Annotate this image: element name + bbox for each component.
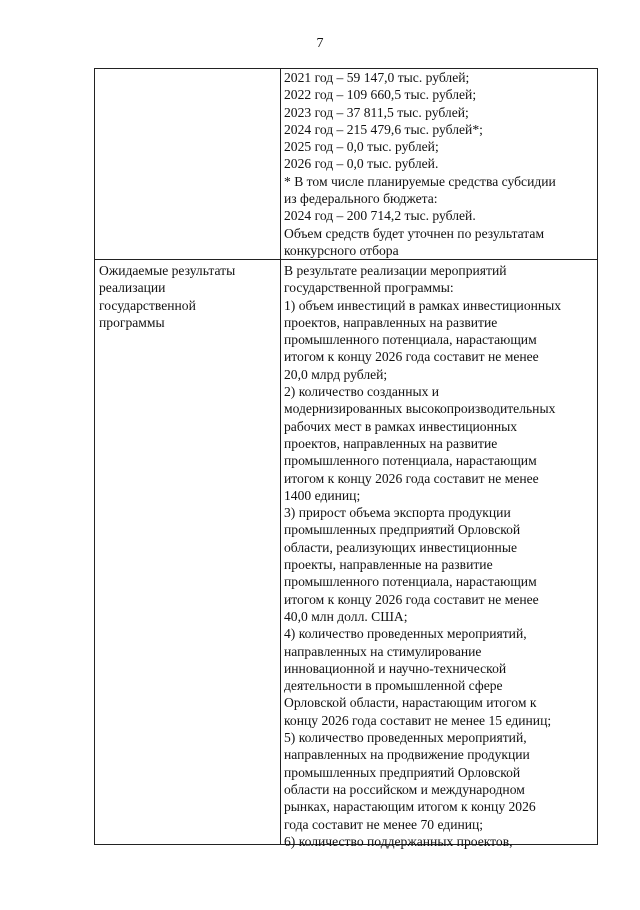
result-line: итогом к концу 2026 года составит не менее	[284, 470, 539, 486]
result-line: направленных на продвижение продукции	[284, 747, 530, 763]
funding-line: 2023 год – 37 811,5 тыс. рублей;	[284, 104, 469, 120]
result-line: концу 2026 года составит не менее 15 единиц;	[284, 712, 552, 728]
expected-results-label-cell	[99, 262, 235, 331]
passport-table	[94, 68, 598, 849]
result-line: Орловской области, нарастающим итогом к	[284, 695, 537, 711]
result-line: 5) количество проведенных мероприятий,	[284, 730, 527, 746]
result-line: 3) прирост объема экспорта продукции	[284, 505, 511, 521]
result-line: промышленного потенциала, нарастающим	[284, 332, 537, 348]
result-line: года составит не менее 70 единиц;	[284, 816, 484, 832]
funding-line: 2022 год – 109 660,5 тыс. рублей;	[284, 87, 477, 103]
result-line: промышленного потенциала, нарастающим	[284, 574, 537, 590]
footnote-line: из федерального бюджета:	[284, 191, 438, 207]
result-line: проектов, направленных на развитие	[284, 435, 498, 451]
funding-by-year-cell	[284, 69, 556, 259]
label-line: государственной	[99, 297, 196, 313]
footnote-line: конкурсного отбора	[284, 242, 399, 258]
label-line: Ожидаемые результаты	[99, 263, 236, 278]
result-line: модернизированных высокопроизводительных	[284, 401, 556, 417]
result-line: направленных на стимулирование	[284, 643, 482, 659]
result-line: итогом к концу 2026 года составит не менее	[284, 591, 539, 607]
result-line: итогом к концу 2026 года составит не менее	[284, 349, 539, 365]
result-line: деятельности в промышленной сфере	[284, 678, 503, 694]
result-line: 4) количество проведенных мероприятий,	[284, 626, 527, 642]
result-line: 1) объем инвестиций в рамках инвестиционных	[284, 297, 562, 313]
result-line: 20,0 млрд рублей;	[284, 366, 388, 382]
expected-results-text-cell	[284, 262, 561, 850]
result-line: В результате реализации мероприятий	[284, 263, 507, 278]
result-line: промышленных предприятий Орловской	[284, 522, 521, 538]
funding-line: 2026 год – 0,0 тыс. рублей.	[284, 156, 439, 172]
result-line: проекты, направленные на развитие	[284, 557, 493, 573]
column-divider	[280, 69, 281, 844]
result-line: 40,0 млн долл. США;	[284, 608, 408, 624]
page-number: 7	[316, 36, 324, 51]
footnote-line: * В том числе планируемые средства субсидии	[284, 173, 556, 189]
label-line: программы	[99, 314, 165, 330]
result-line: государственной программы:	[284, 280, 454, 296]
result-line: 1400 единиц;	[284, 487, 361, 503]
footnote-line: 2024 год – 200 714,2 тыс. рублей.	[284, 208, 476, 224]
result-line: рабочих мест в рамках инвестиционных	[284, 418, 518, 434]
footnote-line: Объем средств будет уточнен по результатам	[284, 225, 545, 241]
label-line: реализации	[99, 280, 166, 296]
result-line: рынках, нарастающим итогом к концу 2026	[284, 799, 536, 815]
result-line: 2) количество созданных и	[284, 384, 440, 400]
funding-line: 2021 год – 59 147,0 тыс. рублей;	[284, 70, 470, 85]
funding-line: 2025 год – 0,0 тыс. рублей;	[284, 139, 439, 155]
result-line: промышленных предприятий Орловской	[284, 764, 521, 780]
result-line: промышленного потенциала, нарастающим	[284, 453, 537, 469]
result-line: области, реализующих инвестиционные	[284, 539, 517, 555]
result-line: проектов, направленных на развитие	[284, 314, 498, 330]
result-line: области на российском и международном	[284, 781, 525, 797]
funding-line: 2024 год – 215 479,6 тыс. рублей*;	[284, 121, 483, 137]
result-line: 6) количество поддержанных проектов,	[284, 833, 513, 849]
result-line: инновационной и научно-технической	[284, 660, 507, 676]
